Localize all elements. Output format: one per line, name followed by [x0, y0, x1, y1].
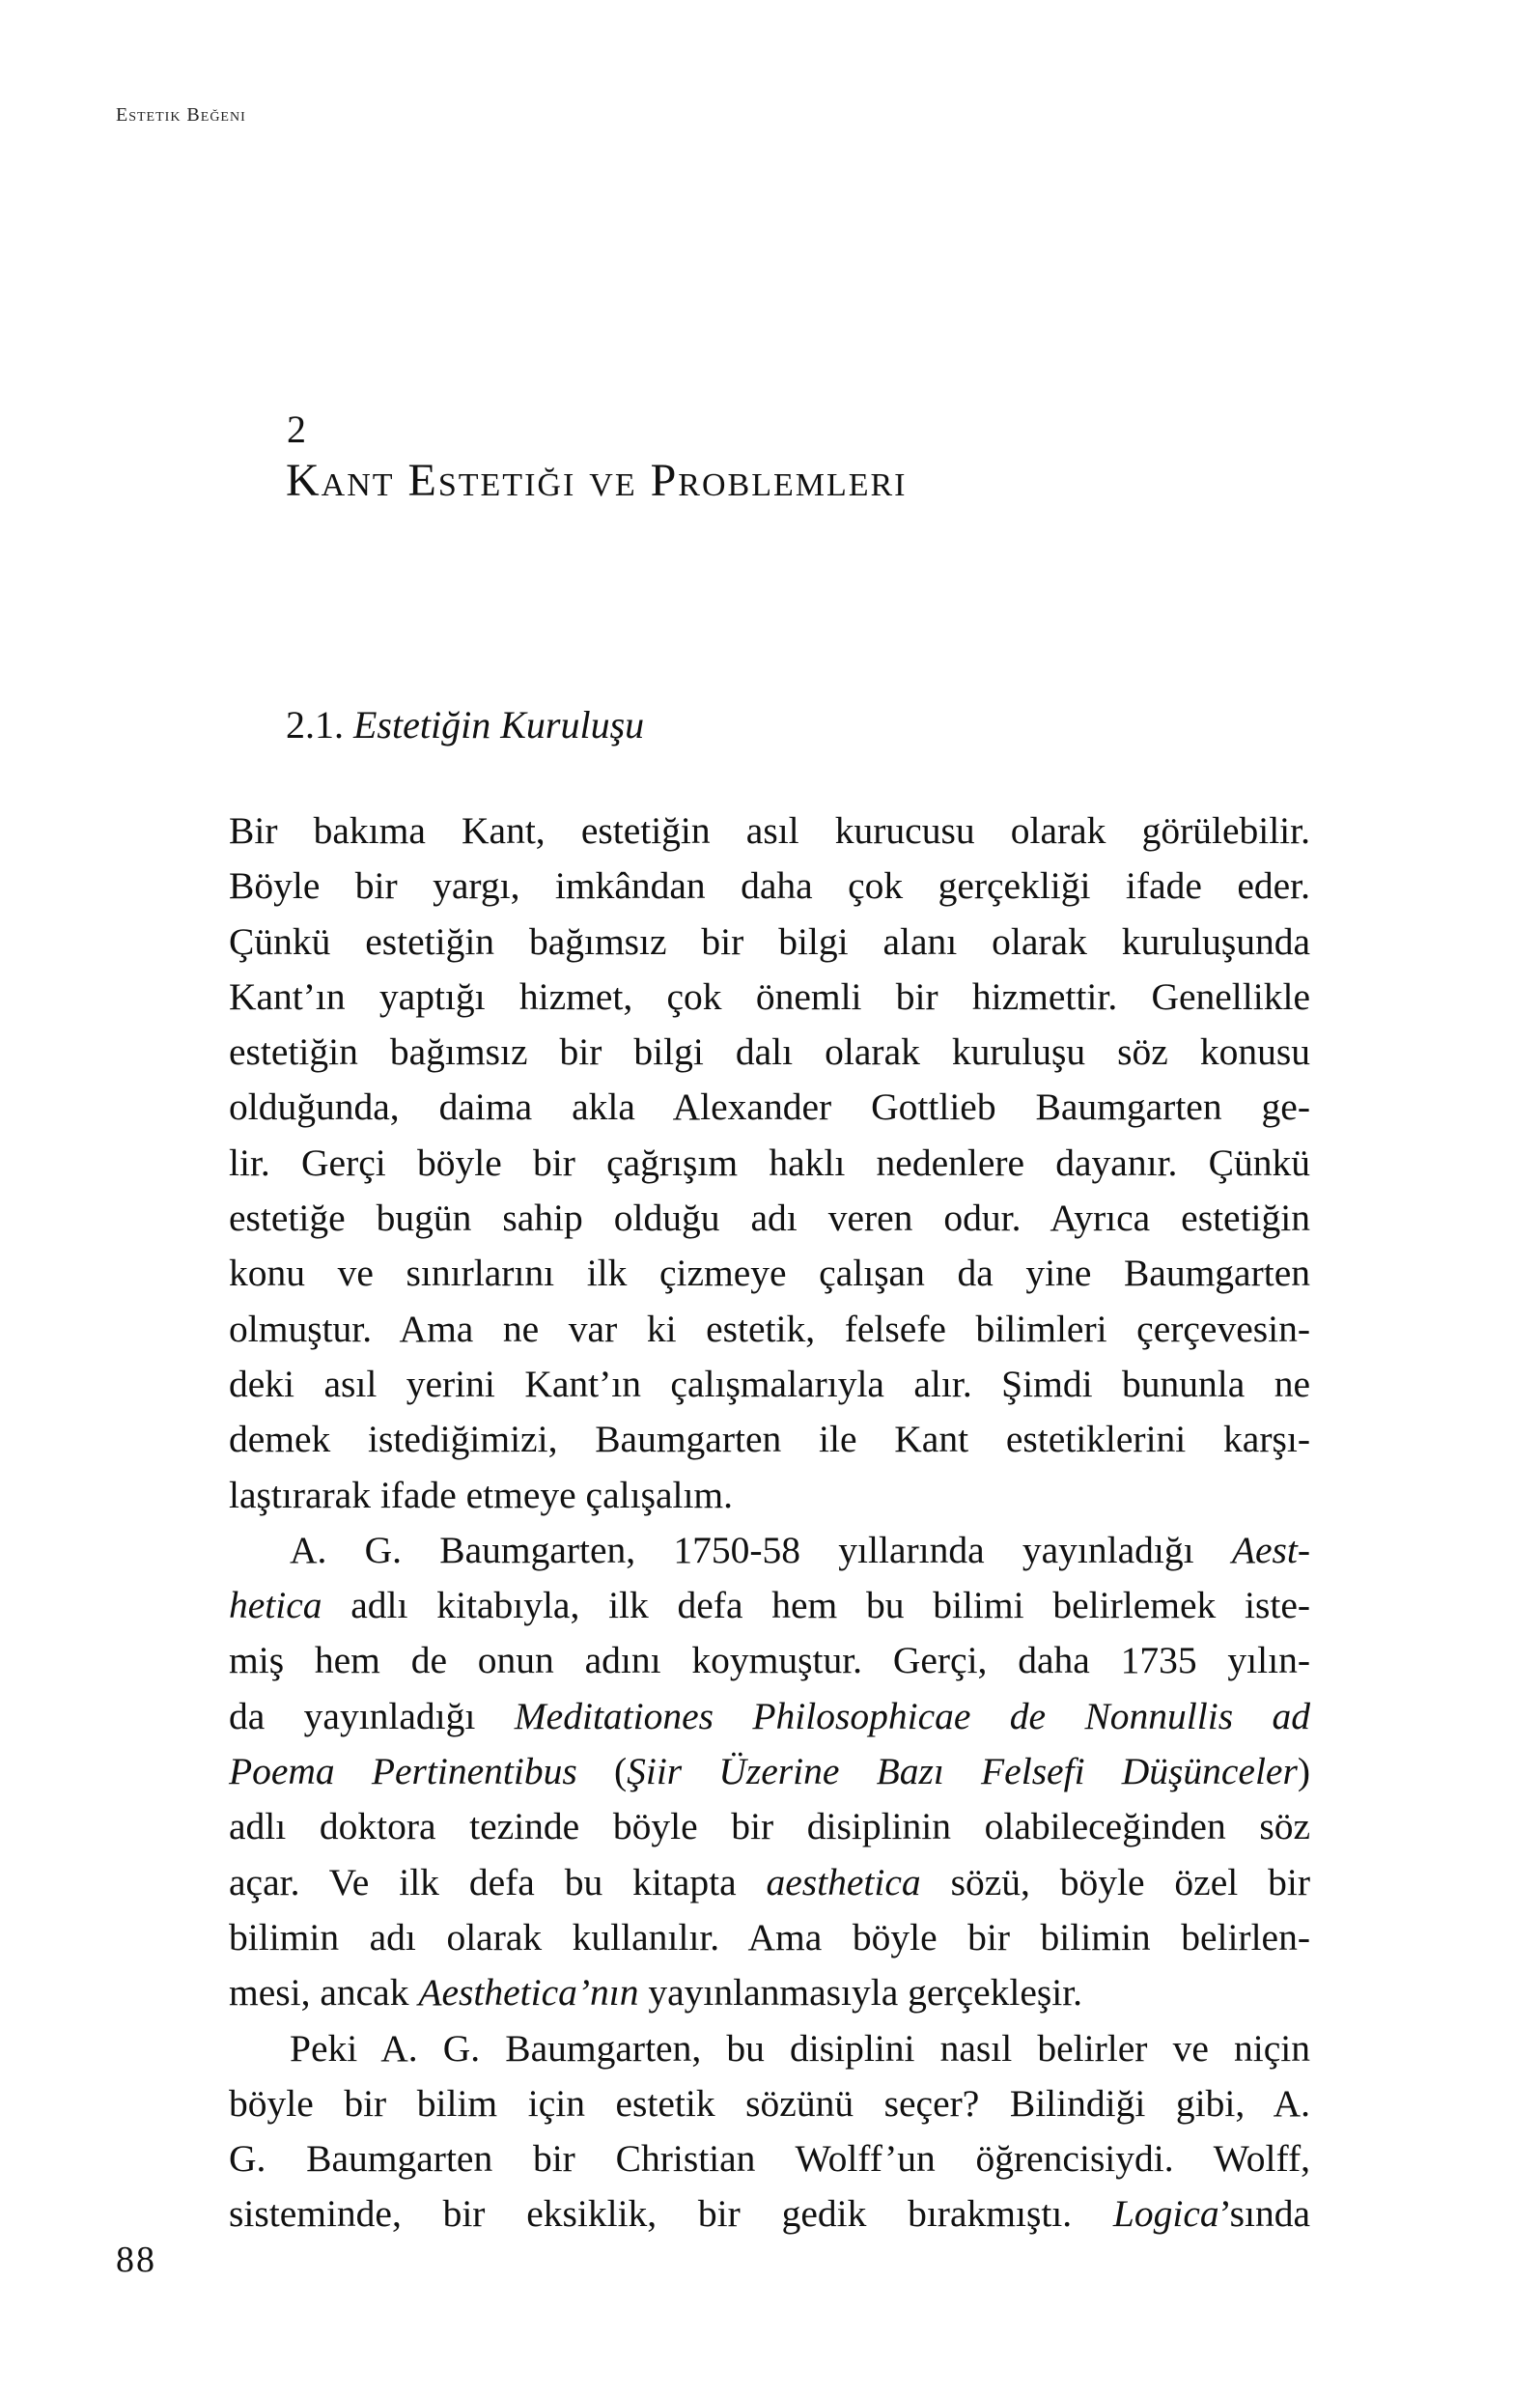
- italic-text: Aest-: [1231, 1528, 1310, 1571]
- chapter-title: Kant Estetiği ve Problemleri: [286, 455, 908, 506]
- chapter-number: 2: [287, 408, 306, 451]
- text-run: A. G. Baumgarten, 1750-58 yıllarında yayınladığı: [290, 1528, 1232, 1571]
- text-run: böyle bir bilim için estetik sözünü seçer? Bilindiği gibi, A.: [229, 2081, 1310, 2125]
- text-line: [229, 970, 1310, 1025]
- text-line: [229, 1799, 1310, 1854]
- section-heading: [286, 700, 644, 750]
- italic-text: Logica: [1112, 2192, 1219, 2236]
- text-line: [229, 1689, 1310, 1744]
- italic-text: Poema Pertinentibus: [229, 1750, 577, 1793]
- text-run: estetiğe bugün sahip olduğu adı veren odur. Ayrıca estetiğin: [229, 1197, 1310, 1240]
- text-run: Kant’ın yaptığı hizmet, çok önemli bir hizmettir. Genellikle: [229, 974, 1310, 1018]
- text-run: G. Baumgarten bir Christian Wolff’un öğrencisiydi. Wolff,: [229, 2137, 1310, 2181]
- text-line: [229, 1357, 1310, 1412]
- text-run: olmuştur. Ama ne var ki estetik, felsefe bilimleri çerçevesin-: [229, 1307, 1310, 1350]
- text-line: [229, 1246, 1310, 1301]
- text-run: laştırarak ifade etmeye çalışalım.: [229, 1473, 734, 1516]
- text-run: konu ve sınırlarını ilk çizmeye çalışan da yine Baumgarten: [229, 1252, 1310, 1295]
- text-line: [229, 2021, 1310, 2076]
- paragraph-2: [229, 1523, 1310, 2021]
- text-run: açar. Ve ilk defa bu kitapta: [229, 1860, 767, 1903]
- section-number: 2.1.: [286, 703, 344, 747]
- text-line: [229, 2076, 1310, 2131]
- text-run: yayınlanmasıyla gerçekleşir.: [638, 1971, 1083, 2015]
- text-line: [229, 1136, 1310, 1191]
- text-line: [229, 1578, 1310, 1633]
- text-run: sisteminde, bir eksiklik, bir gedik bırakmıştı.: [229, 2192, 1113, 2236]
- text-run: (: [576, 1750, 628, 1793]
- text-line: [229, 1744, 1310, 1799]
- text-run: adlı doktora tezinde böyle bir disiplinin olabileceğinden söz: [229, 1805, 1310, 1848]
- text-run: demek istediğimizi, Baumgarten ile Kant estetiklerini karşı-: [229, 1418, 1310, 1461]
- text-line: [229, 1523, 1310, 1578]
- text-run: miş hem de onun adını koymuştur. Gerçi, daha 1735 yılın-: [229, 1639, 1310, 1682]
- page-number: 88: [116, 2240, 156, 2280]
- text-line: [229, 1080, 1310, 1135]
- section-title: Estetiğin Kuruluşu: [353, 703, 645, 747]
- text-line: [229, 2186, 1310, 2241]
- text-line: [229, 1025, 1310, 1080]
- text-line: [229, 1965, 1310, 2020]
- running-head: Estetik Beğeni: [116, 104, 246, 126]
- text-run: deki asıl yerini Kant’ın çalışmalarıyla alır. Şimdi bununla ne: [229, 1362, 1310, 1405]
- italic-text: Şiir Üzerine Bazı Felsefi Düşünceler: [627, 1750, 1298, 1793]
- text-run: ’sında: [1218, 2192, 1310, 2236]
- body-text: [229, 803, 1310, 2242]
- italic-text: aesthetica: [766, 1860, 921, 1903]
- text-run: olduğunda, daima akla Alexander Gottlieb Baumgarten ge-: [229, 1085, 1310, 1129]
- text-line: [229, 1910, 1310, 1965]
- text-run: lir. Gerçi böyle bir çağrışım haklı nedenlere dayanır. Çünkü: [229, 1141, 1310, 1184]
- text-line: [229, 1468, 1310, 1523]
- italic-text: Aesthetica’nın: [418, 1971, 639, 2015]
- paragraph-3: [229, 2021, 1310, 2242]
- text-run: Peki A. G. Baumgarten, bu disiplini nasıl belirler ve niçin: [290, 2026, 1310, 2070]
- text-run: estetiğin bağımsız bir bilgi dalı olarak kuruluşu söz konusu: [229, 1030, 1310, 1074]
- text-run: sözü, böyle özel bir: [920, 1860, 1310, 1903]
- text-line: [229, 1412, 1310, 1467]
- text-run: Böyle bir yargı, imkândan daha çok gerçekliği ifade eder.: [229, 864, 1310, 908]
- italic-text: Meditationes Philosophicae de Nonnullis ad: [514, 1694, 1310, 1737]
- text-line: [229, 1855, 1310, 1910]
- text-run: Bir bakıma Kant, estetiğin asıl kurucusu olarak görülebilir.: [229, 809, 1310, 852]
- text-line: [229, 1302, 1310, 1357]
- text-line: [229, 1191, 1310, 1246]
- text-run: mesi, ancak: [229, 1971, 419, 2015]
- text-run: bilimin adı olarak kullanılır. Ama böyle bir bilimin belirlen-: [229, 1915, 1310, 1959]
- text-line: [229, 1633, 1310, 1688]
- text-run: da yayınladığı: [229, 1694, 515, 1737]
- text-run: ): [1297, 1750, 1310, 1793]
- italic-text: hetica: [229, 1584, 322, 1627]
- paragraph-1: [229, 803, 1310, 1523]
- text-line: [229, 859, 1310, 914]
- text-run: adlı kitabıyla, ilk defa hem bu bilimi belirlemek iste-: [322, 1584, 1310, 1627]
- text-run: Çünkü estetiğin bağımsız bir bilgi alanı olarak kuruluşunda: [229, 919, 1310, 963]
- text-line: [229, 915, 1310, 970]
- text-line: [229, 2131, 1310, 2186]
- text-line: [229, 803, 1310, 859]
